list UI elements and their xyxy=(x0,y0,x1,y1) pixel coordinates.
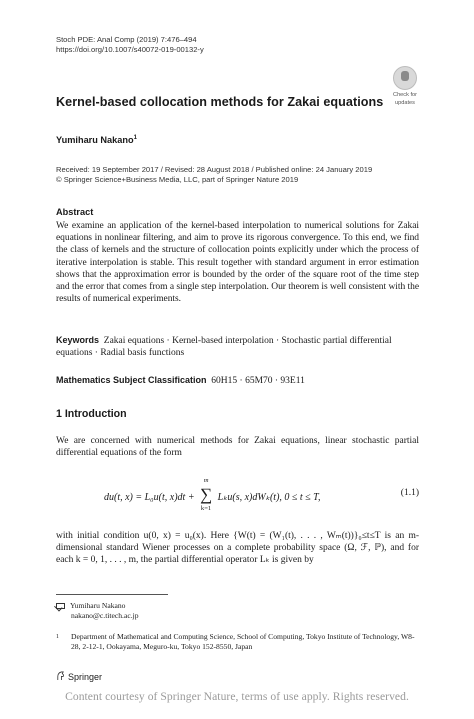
author-name[interactable]: Yumiharu Nakano xyxy=(56,135,134,146)
footnote-contact xyxy=(56,601,139,621)
affiliation-mark: 1 xyxy=(56,634,59,640)
copyright-line: © Springer Science+Business Media, LLC, part of Springer Nature 2019 xyxy=(56,175,299,184)
equation-right: Lₖu(s, x)dWₖ(t), 0 ≤ t ≤ T, xyxy=(217,492,321,503)
equation-number: (1.1) xyxy=(400,488,419,498)
paper-title: Kernel-based collocation methods for Zakai equations xyxy=(56,95,384,109)
courtesy-notice: Content courtesy of Springer Nature, terms of use apply. Rights reserved. xyxy=(65,690,409,703)
msc-classification xyxy=(56,375,305,386)
envelope-icon xyxy=(56,603,65,609)
publisher-name: Springer xyxy=(68,672,103,682)
msc-codes: 60H15 · 65M70 · 93E11 xyxy=(211,376,305,386)
keywords-text: Zakai equations · Kernel-based interpolation · Stochastic partial differential equations · Radial basis functions xyxy=(56,336,392,359)
continuation-paragraph: with initial condition u(0, x) = u₀(x). Here {W(t) = (W₁(t), . . . , Wₘ(t))}₀≤t≤T is an m-dimensional standard Wiener processes on a complete probability space (Ω, ℱ, ℙ), and for each k = 0, 1, . . . , m, the partial differential operator Lₖ is given by xyxy=(56,531,419,566)
equation-body xyxy=(104,477,321,512)
publisher-logo xyxy=(56,671,102,682)
author-affiliation-mark: 1 xyxy=(133,135,137,141)
abstract-text: We examine an application of the kernel-based interpolation to numerical solutions for Zakai equations in nonlinear filtering, and aim to prove its rigorous convergence. To this end, we find the class of kernels and the structure of collocation points explicitly under which the process of iterative interpolation is stable. This result together with standard argument in error estimation shows that the approximation error is bounded by the order of the square root of the time step and the error that comes from a single step interpolation. Our theorem is well consistent with the results of numerical experiments. xyxy=(56,221,419,305)
journal-header xyxy=(56,35,204,55)
contact-name: Yumiharu Nakano xyxy=(70,601,126,610)
summation xyxy=(197,477,215,512)
dates-line: Received: 19 September 2017 / Revised: 28 August 2018 / Published online: 24 January 2019 xyxy=(56,165,373,174)
doi-link[interactable]: https://doi.org/10.1007/s40072-019-00132-y xyxy=(56,45,204,54)
author-line xyxy=(56,135,137,145)
badge-label-1: Check for xyxy=(393,92,417,98)
sum-upper-limit: m xyxy=(203,477,209,484)
sum-lower-limit: k=1 xyxy=(200,505,212,512)
section-title: 1 Introduction xyxy=(56,408,127,420)
footnote-affiliation xyxy=(56,632,419,652)
equation-left: du(t, x) = L₀u(t, x)dt + xyxy=(104,492,198,503)
publication-dates xyxy=(56,165,372,185)
keywords xyxy=(56,334,419,359)
springer-horse-icon xyxy=(56,671,65,681)
equation-1-1 xyxy=(56,474,419,520)
badge-label-2: updates xyxy=(395,100,415,106)
msc-label: Mathematics Subject Classification xyxy=(56,375,207,385)
sigma-symbol: ∑ xyxy=(200,485,213,504)
affiliation-text: Department of Mathematical and Computing Science, School of Computing, Tokyo Institute of Technology, W8-28, 2-12-1, Ookayama, Meguro-ku, Tokyo 152-8550, Japan xyxy=(71,632,415,651)
journal-citation: Stoch PDE: Anal Comp (2019) 7:476–494 xyxy=(56,35,197,44)
keywords-label: Keywords xyxy=(56,335,100,345)
footnote-rule xyxy=(56,594,168,595)
contact-email[interactable]: nakano@c.titech.ac.jp xyxy=(71,611,139,620)
intro-paragraph: We are concerned with numerical methods for Zakai equations, linear stochastic partial differential equations of the form xyxy=(56,436,419,459)
check-for-updates-badge[interactable] xyxy=(390,66,420,106)
abstract-heading: Abstract xyxy=(56,207,94,217)
check-for-updates-icon xyxy=(393,66,417,90)
